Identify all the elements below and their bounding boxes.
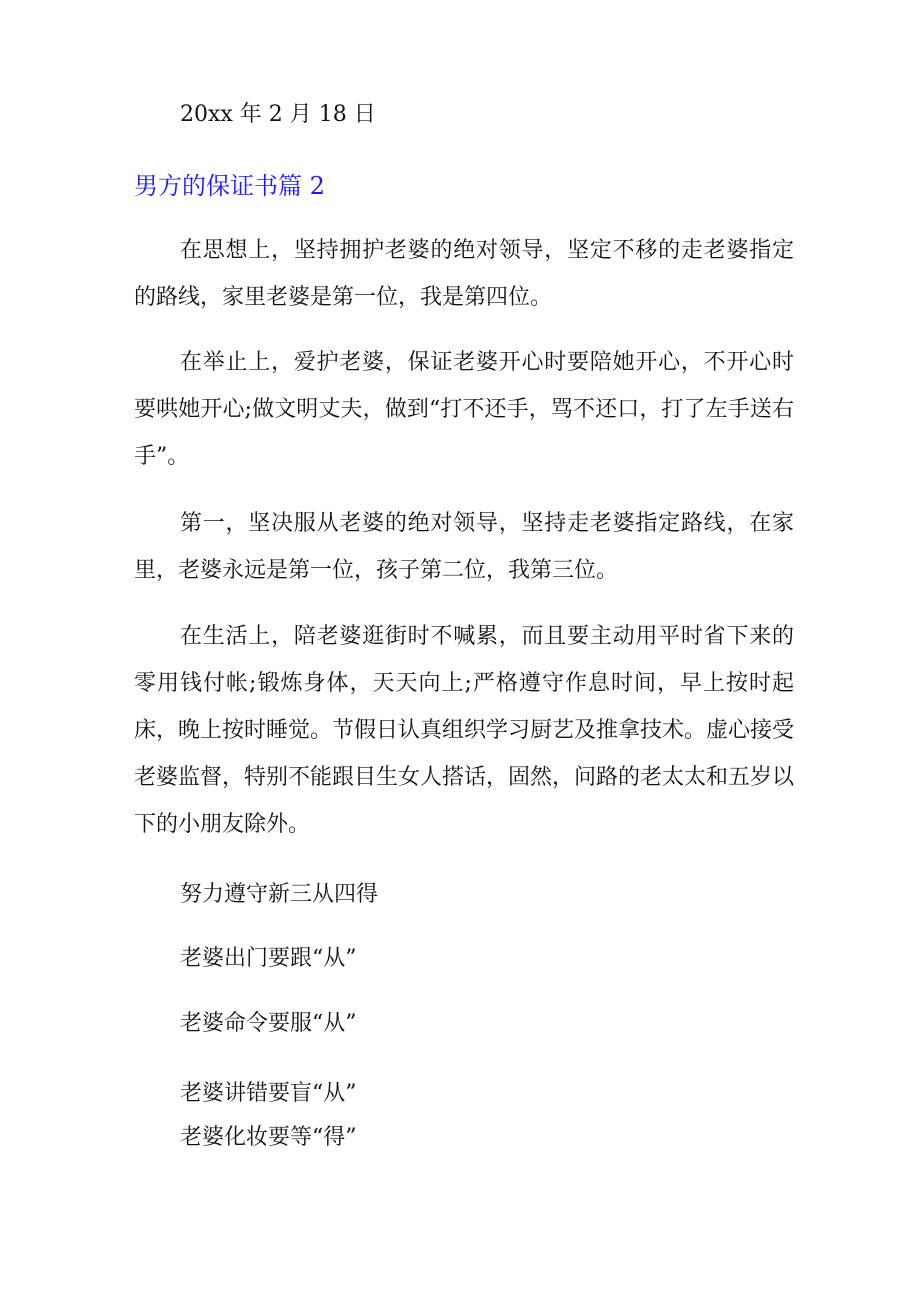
list-item-rules: 努力遵守新三从四得 xyxy=(180,882,379,907)
paragraph-behavior: 在举止上，爱护老婆，保证老婆开心时要陪她开心，不开心时要哄她开心;做文明丈夫，做到“打不还手，骂不还口，打了左手送右手”。 xyxy=(134,350,794,469)
document-date: 20xx 年 2 月 18 日 xyxy=(180,102,376,127)
paragraph-thought: 在思想上，坚持拥护老婆的绝对领导，坚定不移的走老婆指定的路线，家里老婆是第一位，我是第四位。 xyxy=(134,238,794,310)
list-item-wait: 老婆化妆要等“得” xyxy=(180,1125,357,1150)
paragraph-first: 第一，坚决服从老婆的绝对领导，坚持走老婆指定路线，在家里，老婆永远是第一位，孩子第二位，我第三位。 xyxy=(134,511,794,583)
list-item-blindly: 老婆讲错要盲“从” xyxy=(180,1081,357,1106)
list-item-obey: 老婆命令要服“从” xyxy=(180,1011,357,1036)
paragraph-life: 在生活上，陪老婆逛街时不喊累，而且要主动用平时省下来的零用钱付帐;锻炼身体，天天向上;严格遵守作息时间，早上按时起床，晚上按时睡觉。节假日认真组织学习厨艺及推拿技术。虚心接受老婆监督，特别不能跟目生女人搭话，固然，问路的老太太和五岁以下的小朋友除外。 xyxy=(134,624,795,837)
list-item-follow: 老婆出门要跟“从” xyxy=(180,946,357,971)
section-heading: 男方的保证书篇 2 xyxy=(134,172,325,200)
